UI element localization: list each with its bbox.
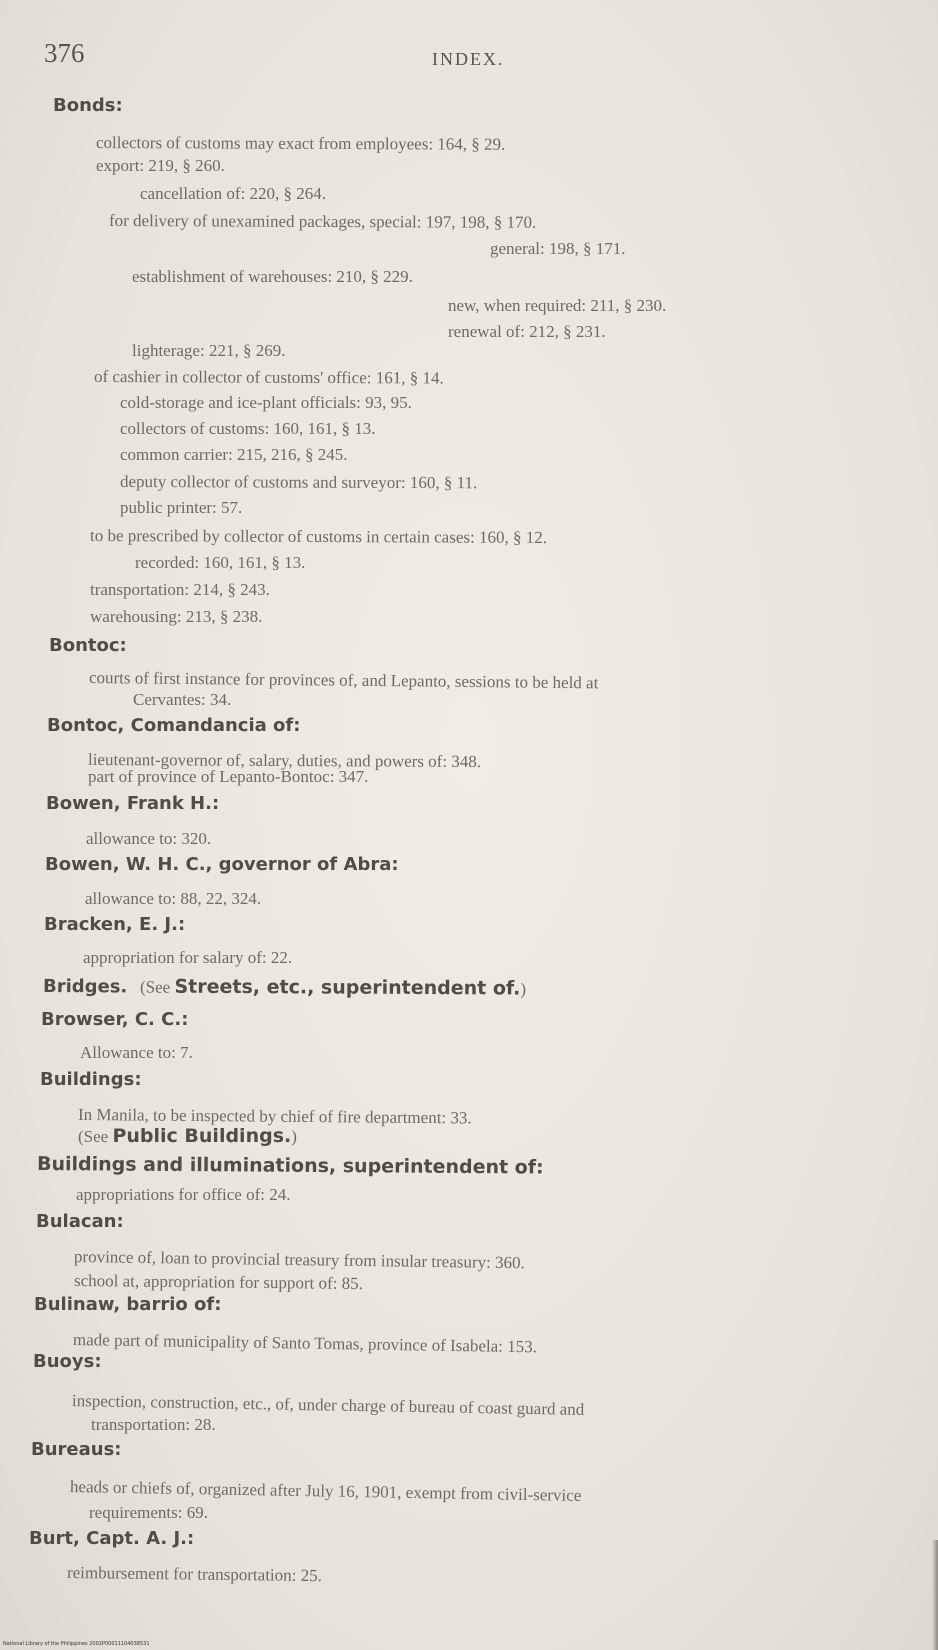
index-entry: for delivery of unexamined packages, special: 197, 198, § 170. [108,211,537,232]
index-entry: Cervantes: 34. [133,690,232,709]
index-heading: Bowen, W. H. C., governor of Abra: [45,854,399,875]
index-entry: public printer: 57. [120,498,243,517]
cross-reference: Streets, etc., superintendent of. [174,975,521,1000]
index-entry: lieutenant-governor of, salary, duties, and powers of: 348. [87,750,482,772]
index-heading: Bracken, E. J.: [44,914,186,935]
index-entry: allowance to: 88, 22, 324. [85,889,262,908]
index-entry: cancellation of: 220, § 264. [140,184,327,203]
see-suffix: ) [291,1127,297,1146]
index-entry: deputy collector of customs and surveyor: 160, § 11. [119,472,478,493]
index-entry: Allowance to: 7. [80,1043,193,1062]
index-entry: courts of first instance for provinces of, and Lepanto, sessions to be held at [88,668,599,693]
index-heading: Bulacan: [36,1211,124,1232]
index-entry: transportation: 214, § 243. [90,580,270,599]
index-entry: renewal of: 212, § 231. [448,322,606,341]
index-entry: part of province of Lepanto-Bontoc: 347. [88,767,369,786]
see-suffix: ) [520,979,527,999]
see-prefix: (See [78,1127,113,1146]
index-heading: Bridges. [42,976,128,998]
index-heading: Browser, C. C.: [41,1009,189,1030]
index-entry: province of, loan to provincial treasury from insular treasury: 360. [73,1247,525,1273]
index-entry: In Manila, to be inspected by chief of fire department: 33. [77,1105,472,1128]
index-entry: establishment of warehouses: 210, § 229. [132,267,413,286]
index-entry: recorded: 160, 161, § 13. [135,553,306,572]
index-entry: to be prescribed by collector of customs in certain cases: 160, § 12. [89,526,548,547]
index-entry: requirements: 69. [89,1503,208,1522]
index-entry: made part of municipality of Santo Tomas, province of Isabela: 153. [72,1330,538,1357]
index-entry: collectors of customs: 160, 161, § 13. [120,419,376,438]
index-heading: Bontoc, Comandancia of: [47,715,301,736]
index-entry: school at, appropriation for support of: 85. [73,1271,364,1294]
index-entry: general: 198, § 171. [490,239,626,258]
index-entry: transportation: 28. [91,1415,216,1434]
index-heading: Bonds: [53,95,123,116]
index-heading: Bontoc: [49,635,127,656]
index-entry: reimbursement for transportation: 25. [66,1563,323,1586]
index-entry: export: 219, § 260. [96,156,225,175]
index-entry: new, when required: 211, § 230. [448,296,667,315]
page-number: 376 [44,38,85,68]
index-entry: appropriation for salary of: 22. [83,948,293,967]
index-heading: Bureaus: [31,1439,122,1460]
index-heading: Bowen, Frank H.: [46,793,220,814]
index-heading: Burt, Capt. A. J.: [29,1528,195,1549]
library-footer: National Library of the Philippines 2002P00011104038531 [3,1641,150,1647]
index-entry-bridges [43,975,526,1000]
index-heading: Bulinaw, barrio of: [34,1294,222,1315]
running-title: INDEX. [432,49,505,69]
cross-reference: Public Buildings. [112,1125,292,1147]
index-heading: Buildings and illuminations, superintendent of: [36,1153,544,1179]
index-entry: appropriations for office of: 24. [76,1185,291,1204]
page-edge-shadow [932,1540,938,1650]
index-entry: heads or chiefs of, organized after July 16, 1901, exempt from civil-service [69,1477,582,1505]
index-entry: inspection, construction, etc., of, under charge of bureau of coast guard and [71,1391,585,1419]
index-entry: warehousing: 213, § 238. [90,607,263,626]
index-entry: common carrier: 215, 216, § 245. [120,445,348,464]
index-entry: allowance to: 320. [86,829,212,848]
index-heading: Buoys: [33,1351,102,1372]
index-heading: Buildings: [40,1069,142,1090]
index-entry: of cashier in collector of customs' office: 161, § 14. [93,367,444,388]
index-entry: collectors of customs may exact from employees: 164, § 29. [95,133,506,154]
see-prefix: (See [139,977,175,997]
index-entry-buildings-see [78,1125,297,1147]
index-entry: lighterage: 221, § 269. [132,341,286,360]
index-entry: cold-storage and ice-plant officials: 93, 95. [120,393,412,412]
